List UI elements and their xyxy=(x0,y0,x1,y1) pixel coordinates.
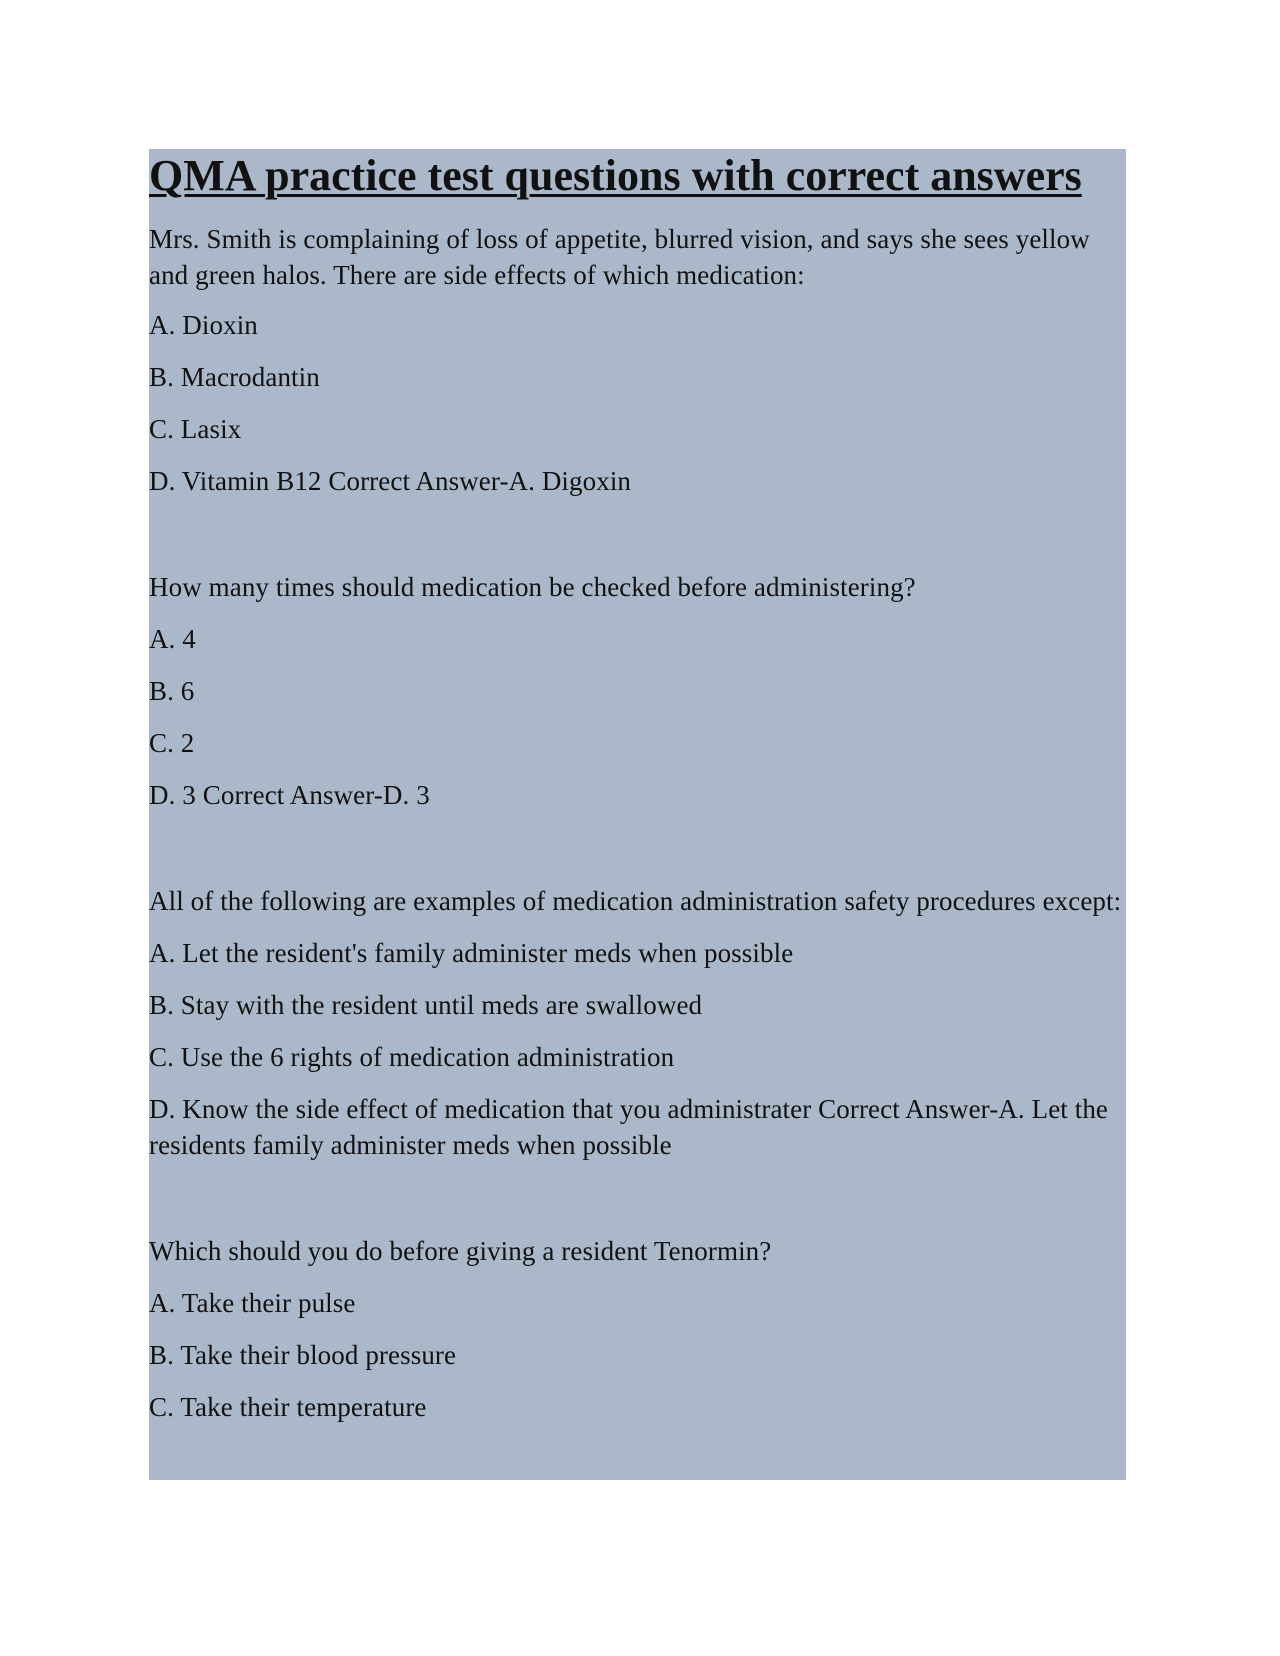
question-2-option-a: A. 4 xyxy=(149,624,196,654)
question-3-option-c: C. Use the 6 rights of medication administration xyxy=(149,1042,675,1072)
question-2-option-c: C. 2 xyxy=(149,728,195,758)
question-4 xyxy=(149,1233,1126,1425)
question-3-prompt: All of the following are examples of medication administration safety procedures except: xyxy=(149,886,1122,916)
question-1-option-d: D. Vitamin B12 Correct Answer-A. Digoxin xyxy=(149,466,632,496)
question-2 xyxy=(149,569,1126,813)
question-2-prompt: How many times should medication be checked before administering? xyxy=(149,572,916,602)
question-4-option-b: B. Take their blood pressure xyxy=(149,1340,457,1370)
question-1-option-c: C. Lasix xyxy=(149,414,242,444)
question-3-option-d: D. Know the side effect of medication that you administrater Correct Answer-A. Let the residents family administer meds when possible xyxy=(149,1094,1109,1160)
question-1-option-a: A. Dioxin xyxy=(149,310,258,340)
question-3-option-a: A. Let the resident's family administer meds when possible xyxy=(149,938,794,968)
question-4-prompt: Which should you do before giving a resident Tenormin? xyxy=(149,1236,772,1266)
question-4-option-c: C. Take their temperature xyxy=(149,1392,427,1422)
question-2-option-b: B. 6 xyxy=(149,676,195,706)
question-4-option-a: A. Take their pulse xyxy=(149,1288,356,1318)
question-1-prompt: Mrs. Smith is complaining of loss of appetite, blurred vision, and says she sees yellow and green halos. There are side effects of which medication: xyxy=(149,224,1090,290)
question-1-option-b: B. Macrodantin xyxy=(149,362,320,392)
question-3 xyxy=(149,883,1126,1163)
question-2-option-d: D. 3 Correct Answer-D. 3 xyxy=(149,780,430,810)
page-title: QMA practice test questions with correct answers xyxy=(149,151,1082,200)
question-1 xyxy=(149,221,1126,499)
highlighted-content-area xyxy=(149,149,1126,1480)
question-3-option-b: B. Stay with the resident until meds are swallowed xyxy=(149,990,703,1020)
